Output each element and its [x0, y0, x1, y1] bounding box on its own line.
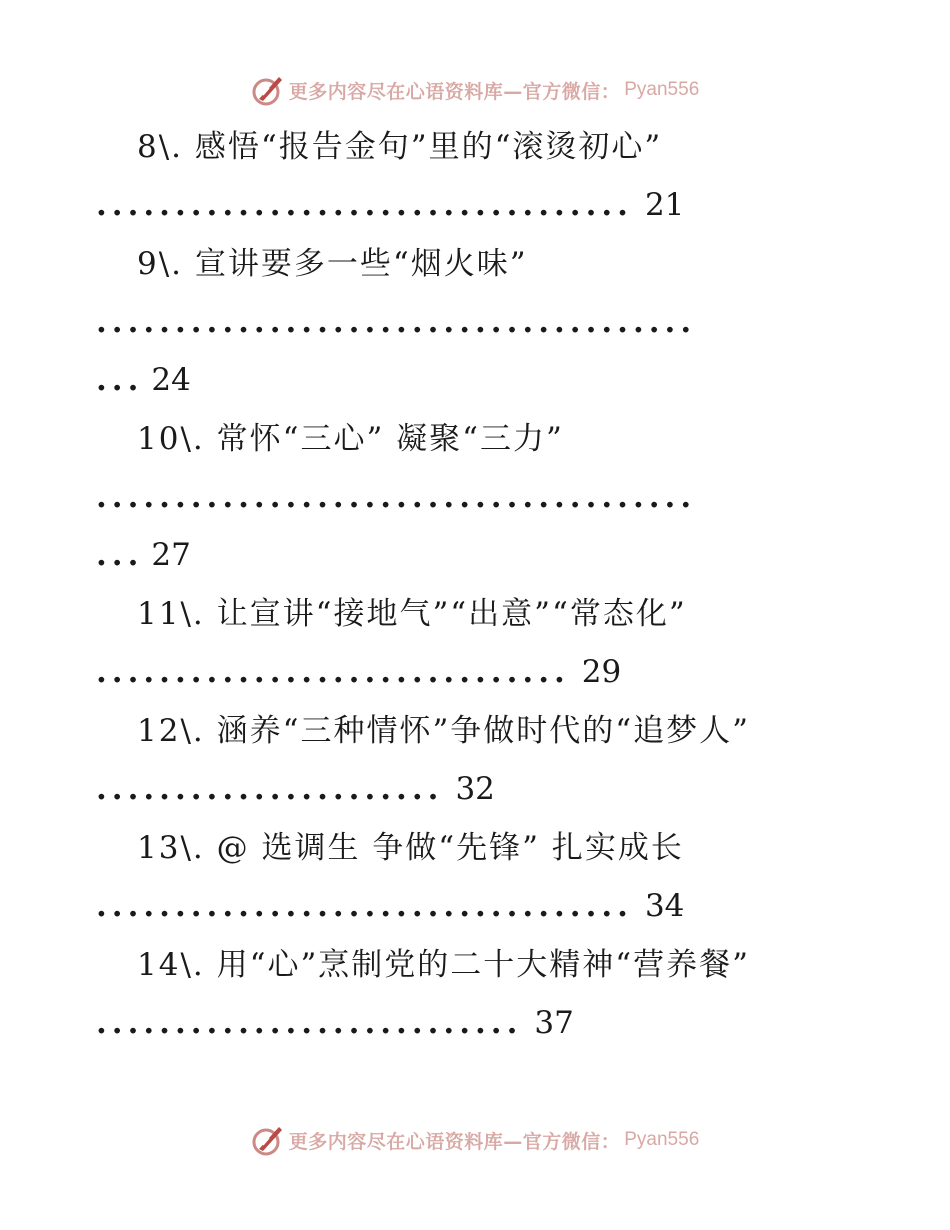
- quill-logo-icon: [251, 73, 285, 107]
- quill-logo-icon: [251, 1123, 285, 1157]
- page-number: 32: [455, 771, 495, 807]
- toc-entry-title[interactable]: 14\. 用“心”烹制党的二十大精神“营养餐”: [137, 947, 750, 983]
- banner-wechat-id: Pyan556: [624, 79, 700, 100]
- dot-leader: ...: [96, 537, 144, 573]
- toc-entry-leader-row: [0, 644, 950, 700]
- page-number: 29: [581, 654, 622, 690]
- toc-entry-title[interactable]: 13\. @ 选调生 争做“先锋” 扎实成长: [137, 830, 684, 866]
- dot-leader: ..................................: [96, 187, 633, 223]
- toc-entry-leader-row: [0, 177, 950, 233]
- page-number: 21: [644, 187, 685, 223]
- page-number: 24: [151, 362, 191, 398]
- page-number: 37: [534, 1005, 574, 1041]
- banner-wechat-id: Pyan556: [624, 1129, 700, 1150]
- toc-entry-tail-row: [0, 352, 950, 408]
- toc-entry-leader-row: [0, 294, 950, 350]
- toc-entry-title[interactable]: 8\. 感悟“报告金句”里的“滚烫初心”: [137, 129, 663, 165]
- dot-leader: ......................................: [96, 304, 697, 340]
- dot-leader: ...........................: [96, 1005, 523, 1041]
- toc-entry-leader-row: [0, 995, 950, 1051]
- page-number: 27: [151, 537, 191, 573]
- dot-leader: ..................................: [96, 888, 633, 924]
- toc-entry-title[interactable]: 9\. 宣讲要多一些“烟火味”: [137, 246, 528, 282]
- banner-text: 更多内容尽在心语资料库—官方微信：: [288, 1130, 621, 1153]
- toc-entry-tail-row: [0, 527, 950, 583]
- banner-text: 更多内容尽在心语资料库—官方微信：: [288, 80, 621, 103]
- dot-leader: ......................................: [96, 479, 697, 515]
- header-banner: [0, 70, 950, 110]
- toc-entry-leader-row: [0, 761, 950, 817]
- dot-leader: ......................: [96, 771, 444, 807]
- dot-leader: ..............................: [96, 654, 570, 690]
- dot-leader: ...: [96, 362, 144, 398]
- footer-banner: [0, 1120, 950, 1160]
- toc-entry-title[interactable]: 11\. 让宣讲“接地气”“出意”“常态化”: [137, 596, 687, 632]
- toc-entry-leader-row: [0, 878, 950, 934]
- toc-entry-title[interactable]: 10\. 常怀“三心” 凝聚“三力”: [137, 421, 564, 457]
- toc-entry-title[interactable]: 12\. 涵养“三种情怀”争做时代的“追梦人”: [137, 713, 750, 749]
- page-number: 34: [644, 888, 685, 924]
- toc-entry-leader-row: [0, 469, 950, 525]
